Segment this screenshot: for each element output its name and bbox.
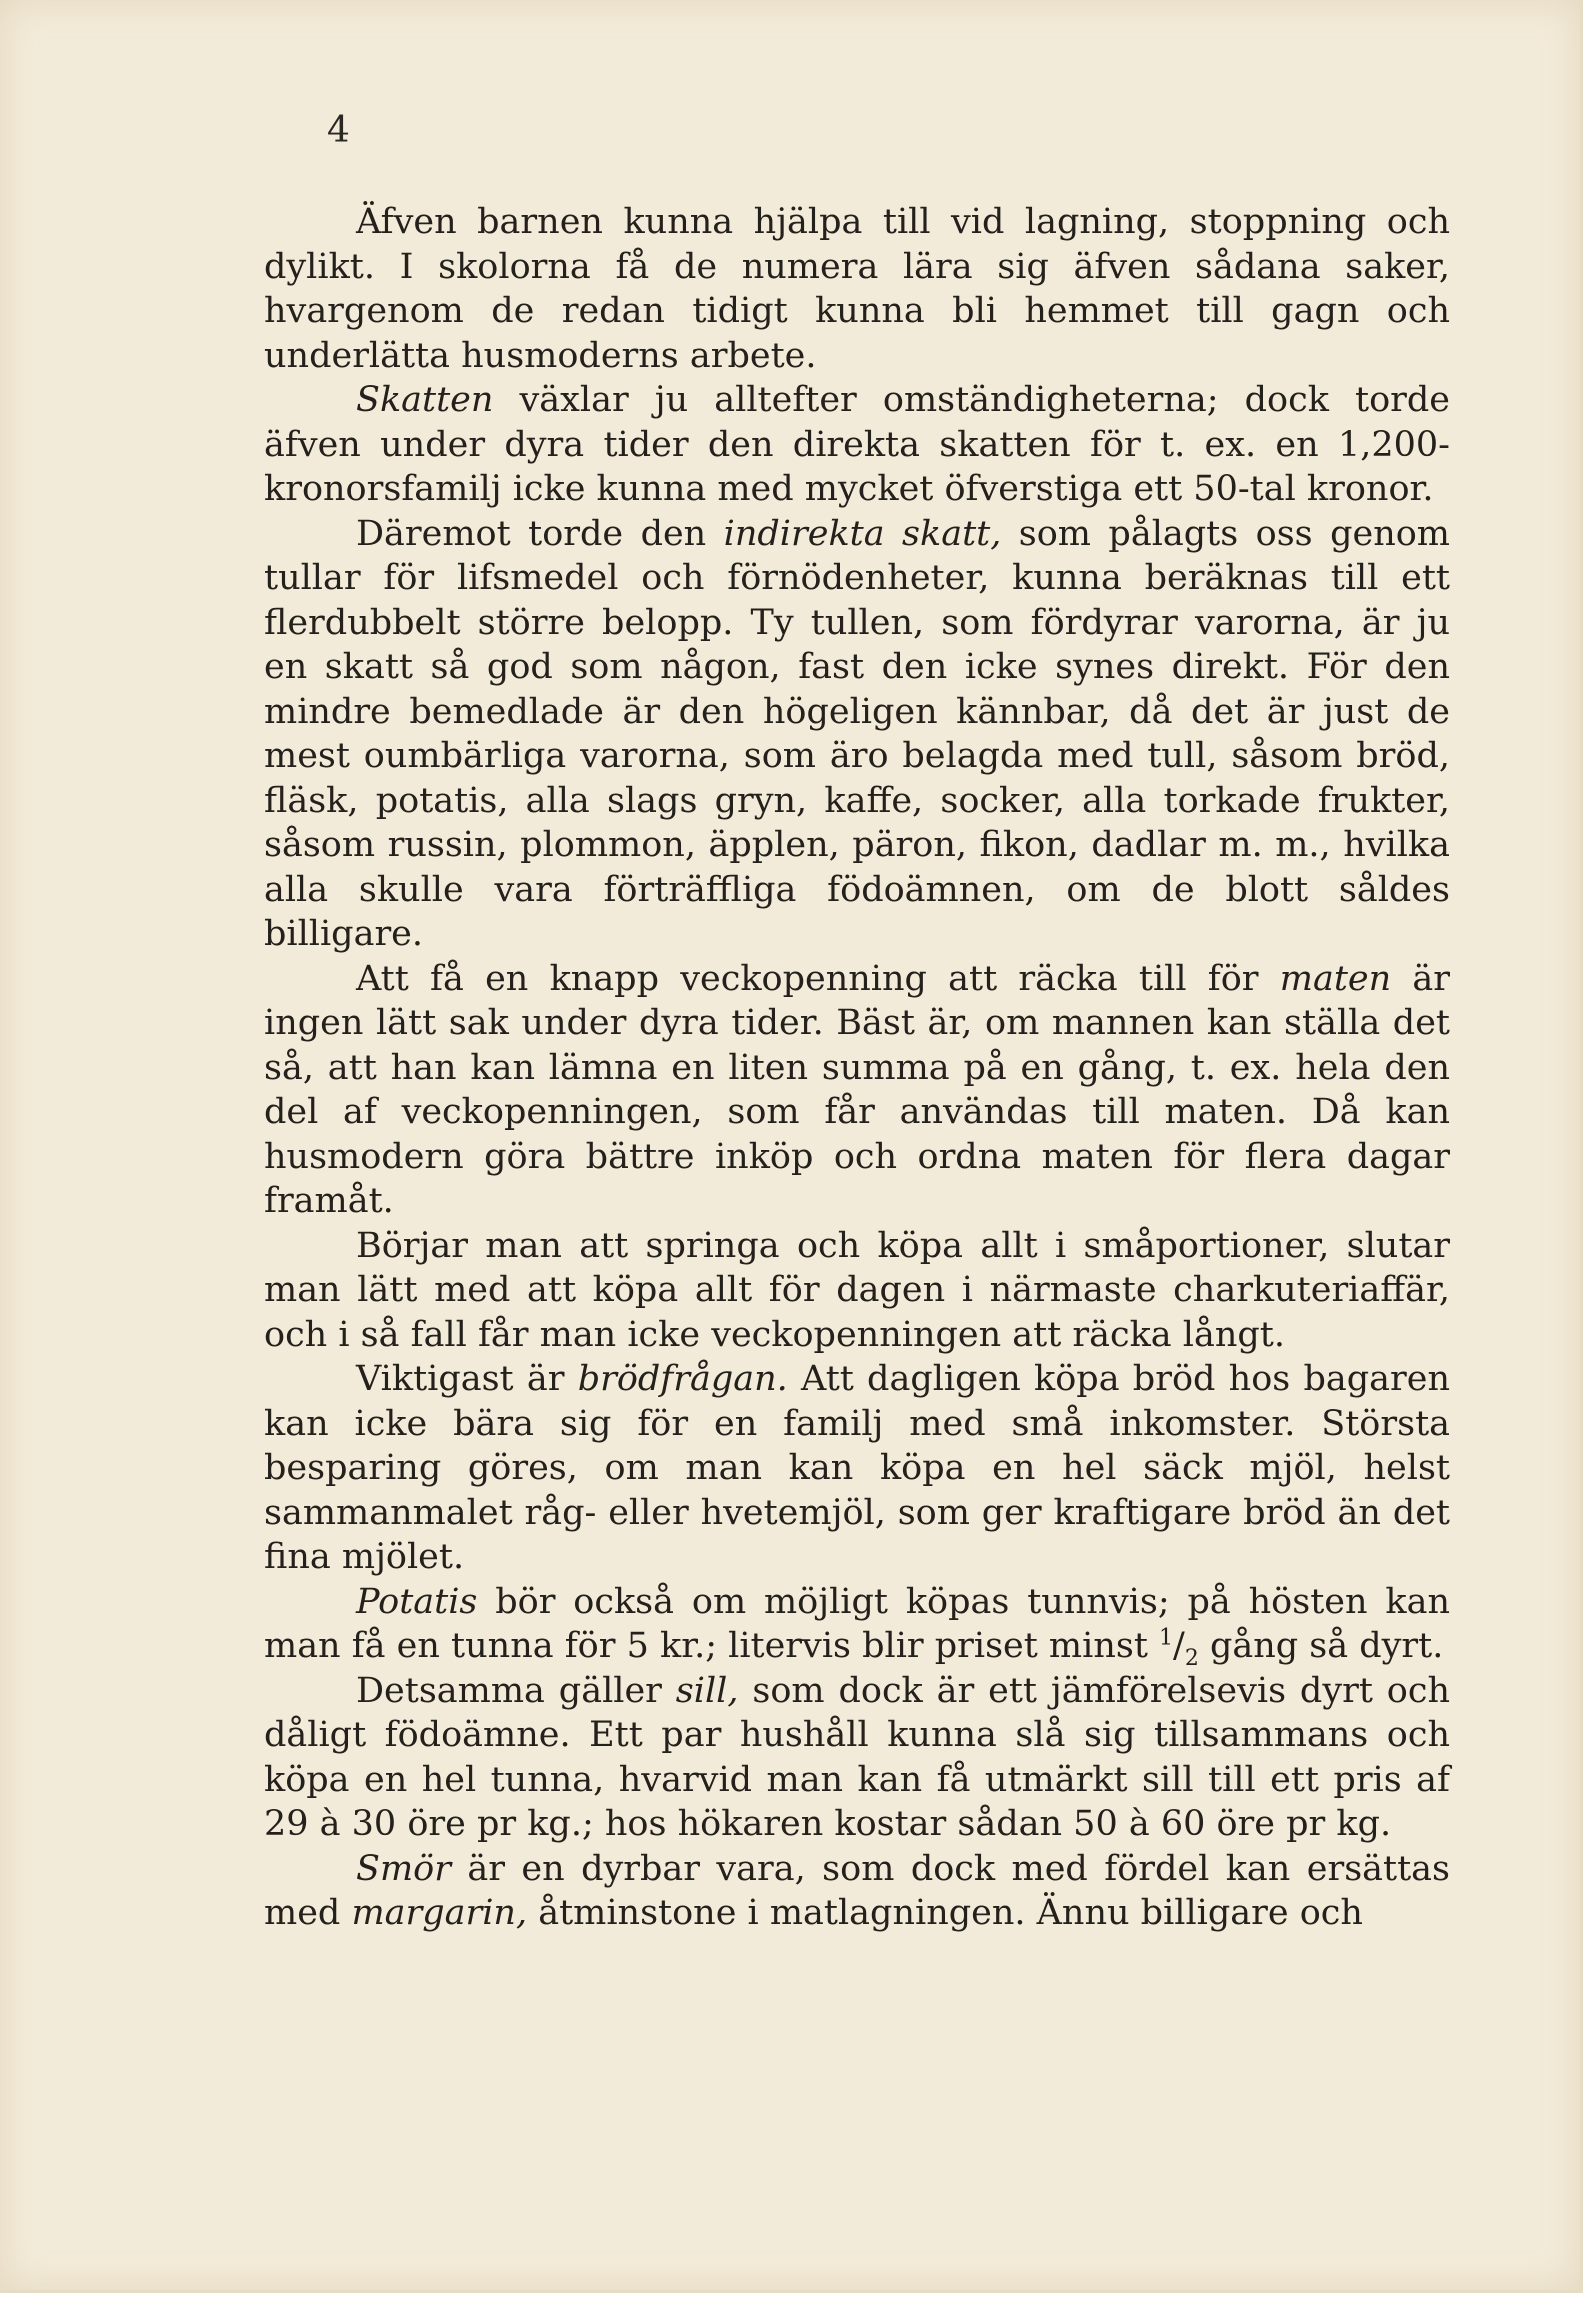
text-run: åtminstone i matlagningen. Ännu billigare och (527, 1893, 1363, 1933)
text-run: Att få en knapp veckopenning att räcka till för (356, 958, 1280, 999)
text-run: Viktigast är (356, 1359, 578, 1399)
paragraph-7 (264, 1580, 1450, 1669)
italic-term: margarin, (351, 1893, 528, 1933)
text-run: är ingen lätt sak under dyra tider. Bäst är, om mannen kan ställa det så, att han kan lämna en liten summa på en gång, t. ex. hela den del af veckopenningen, som får användas till maten. Då kan husmodern göra bättre inköp och ordna maten för flera dagar framåt. (264, 958, 1450, 1221)
text-run: Detsamma gäller (356, 1670, 676, 1711)
text-run: Att dagligen köpa bröd hos bagaren kan icke bära sig för en familj med små inkomster. Största besparing göres, om man kan köpa en hel säck mjöl, helst sammanmalet råg- eller hvetemjöl, som ger kraftigare bröd än det fina mjölet. (264, 1359, 1450, 1577)
italic-term: Smör (356, 1848, 451, 1889)
paragraph-4 (264, 957, 1450, 1224)
body-text (264, 200, 1450, 1936)
italic-term: Skatten (356, 380, 494, 420)
italic-term: sill, (675, 1670, 739, 1711)
paragraph-9 (264, 1847, 1450, 1936)
italic-term: Potatis (356, 1581, 478, 1622)
italic-term: brödfrågan. (577, 1359, 788, 1399)
text-run: som dock är ett jämförelsevis dyrt och dåligt födoämne. Ett par hushåll kunna slå sig tillsammans och köpa en hel tunna, hvarvid man kan få utmärkt sill till ett pris af 29 à 30 öre pr kg.; hos hökaren kostar sådan 50 à 60 öre pr kg. (264, 1670, 1450, 1844)
text-run: som pålagts oss genom tullar för lifsmedel och förnödenheter, kunna beräknas till ett flerdubbelt större belopp. Ty tullen, som fördyrar varorna, är ju en skatt så god som någon, fast den icke synes direkt. För den mindre bemedlade är den högeligen kännbar, då det är just de mest oumbärliga varorna, som äro belagda med tull, såsom bröd, fläsk, potatis, alla slags gryn, kaffe, socker, alla torkade frukter, såsom russin, plommon, äpplen, päron, fikon, dadlar m. m., hvilka alla skulle vara förträffliga födoämnen, om de blott såldes billigare. (264, 513, 1450, 954)
text-run: växlar ju alltefter omständigheterna; dock torde äfven under dyra tider den direkta skatten för t. ex. en 1,200-kronorsfamilj icke kunna med mycket öfverstiga ett 50-tal kronor. (264, 380, 1450, 509)
paragraph-1 (264, 200, 1450, 378)
paragraph-8 (264, 1669, 1450, 1847)
text-run: Äfven barnen kunna hjälpa till vid lagning, stoppning och dylikt. I skolorna få de numera lära sig äfven sådana saker, hvargenom de redan tidigt kunna bli hemmet till gagn och underlätta husmoderns arbete. (264, 202, 1450, 376)
text-run: bör också om möjligt köpas tunnvis; på hösten kan man få en tunna för 5 kr.; litervis blir priset minst (264, 1581, 1450, 1666)
text-run: Börjar man att springa och köpa allt i småportioner, slutar man lätt med att köpa allt för dagen i närmaste charkuteriaffär, och i så fall får man icke veckopenningen att räcka långt. (264, 1225, 1450, 1355)
text-run: Däremot torde den (356, 513, 724, 554)
fraction: $^1/_2$ (1159, 1625, 1199, 1671)
paragraph-6 (264, 1357, 1450, 1580)
paragraph-3 (264, 512, 1450, 957)
text-run: gång så dyrt. (1198, 1626, 1444, 1666)
italic-term: indirekta skatt, (723, 513, 1002, 554)
paragraph-5 (264, 1224, 1450, 1358)
italic-term: maten (1279, 958, 1392, 999)
page-number: 4 (327, 110, 350, 151)
text-run: är en dyrbar vara, som dock med fördel kan ersättas med (264, 1848, 1450, 1933)
paragraph-2 (264, 378, 1450, 512)
